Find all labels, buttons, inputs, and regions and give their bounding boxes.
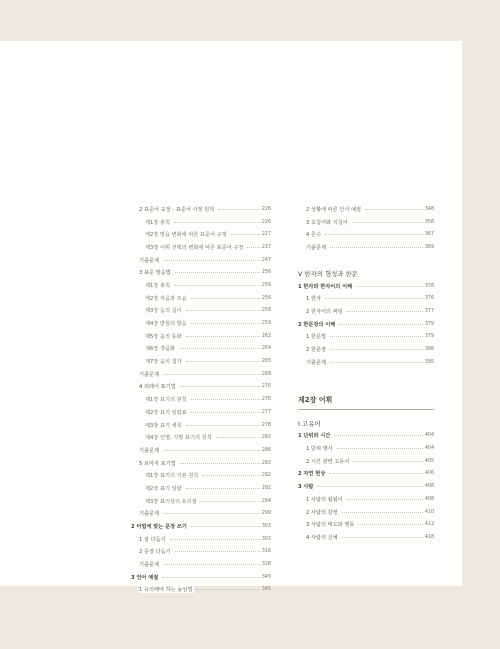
toc-entry-page: 226: [261, 206, 271, 212]
toc-entry: [131, 520, 271, 533]
toc-entry: [131, 292, 271, 305]
dot-leader: [170, 539, 260, 540]
toc-entry-page: 256: [261, 282, 271, 288]
dot-leader: [247, 247, 259, 248]
toc-entry-page: 356: [424, 219, 434, 225]
toc-entry-title: 제3장 표기상의 유의점: [145, 498, 197, 505]
toc-entry-title: 제3장 어휘 선택의 변화에 따른 표준어 규정: [145, 244, 244, 251]
toc-entry-page: 258: [261, 308, 271, 314]
toc-group-vocab: [298, 430, 434, 544]
toc-entry-title: 3 표준 발음법: [139, 270, 171, 277]
toc-entry-page: 265: [261, 359, 271, 365]
toc-entry-page: 292: [261, 473, 271, 479]
toc-entry: [298, 241, 434, 254]
toc-entry-page: 268: [261, 371, 271, 377]
toc-entry: [298, 493, 434, 506]
dot-leader: [191, 399, 260, 400]
toc-entry: [131, 317, 271, 330]
dot-leader: [162, 577, 260, 578]
toc-entry: [298, 318, 434, 331]
toc-entry: [131, 228, 271, 241]
toc-entry-title: 2 한문장: [306, 347, 326, 354]
toc-entry-title: 제2장 발음 변화에 따른 표준어 규정: [145, 232, 227, 239]
toc-entry-title: 4 외래어 표기법: [139, 384, 176, 391]
dot-leader: [202, 475, 259, 476]
toc-entry-title: 기출문제: [139, 511, 160, 518]
dot-leader: [339, 324, 423, 325]
toc-entry-page: 376: [424, 296, 434, 302]
toc-entry-page: 377: [424, 308, 434, 314]
dot-leader: [175, 272, 260, 273]
dot-leader: [175, 551, 260, 552]
dot-leader: [180, 386, 260, 387]
toc-entry-title: 2 표준어 규정 - 표준어 사정 원칙: [139, 206, 215, 213]
toc-entry-title: 1 한자: [306, 296, 321, 303]
dot-leader: [330, 362, 423, 363]
toc-entry: [131, 241, 271, 254]
toc-entry: [131, 381, 271, 394]
toc-entry-page: 348: [424, 206, 434, 212]
toc-entry-title: 1 한자와 한자어의 이해: [298, 283, 353, 290]
section-heading-i: I 고유어: [298, 420, 321, 429]
toc-entry-page: 405: [424, 458, 434, 464]
toc-entry-title: 3 사람의 태도와 행동: [306, 522, 355, 529]
toc-entry-title: 기출문제: [306, 359, 327, 366]
toc-entry-title: 1 한문법: [306, 334, 326, 341]
toc-entry: [298, 228, 434, 241]
dot-leader: [186, 310, 260, 311]
dot-leader: [342, 512, 423, 513]
toc-entry-page: 388: [424, 347, 434, 353]
toc-entry: [298, 455, 434, 468]
dot-leader: [191, 412, 260, 413]
toc-entry-page: 247: [261, 257, 271, 263]
toc-entry-title: 제2장 표기 일람: [145, 485, 182, 492]
toc-entry: [131, 469, 271, 482]
toc-entry-page: 316: [261, 549, 271, 555]
dot-leader: [330, 349, 423, 350]
dot-leader: [196, 589, 259, 590]
toc-entry-title: 기출문제: [139, 371, 160, 378]
dot-leader: [353, 461, 423, 462]
toc-entry-title: 제1장 표기의 원칙: [145, 397, 187, 404]
toc-entry: [131, 203, 271, 216]
toc-entry-page: 276: [261, 384, 271, 390]
dot-leader: [334, 435, 423, 436]
toc-entry: [131, 330, 271, 343]
toc-entry: [131, 558, 271, 571]
dot-leader: [358, 524, 423, 525]
toc-entry: [131, 584, 271, 597]
dot-leader: [191, 526, 260, 527]
toc-entry: [298, 442, 434, 455]
toc-entry-title: 1 유의해야 하는 높임법: [139, 587, 193, 594]
toc-entry-page: 259: [261, 321, 271, 327]
toc-entry-title: 제1장 표기의 기본 원칙: [145, 473, 199, 480]
toc-entry-title: 제4장 받침의 발음: [145, 321, 187, 328]
dot-leader: [365, 209, 423, 210]
toc-entry-title: 제4장 인명, 지명 표기의 원칙: [145, 435, 212, 442]
toc-entry-page: 410: [424, 509, 434, 515]
toc-entry-page: 256: [261, 295, 271, 301]
dot-leader: [342, 537, 423, 538]
toc-entry: [131, 393, 271, 406]
toc-entry-page: 303: [261, 536, 271, 542]
toc-entry-page: 264: [261, 346, 271, 352]
toc-entry: [131, 431, 271, 444]
toc-entry-title: 제2장 표기 일람표: [145, 409, 187, 416]
dot-leader: [325, 234, 423, 235]
dot-leader: [337, 448, 423, 449]
toc-entry-page: 292: [261, 460, 271, 466]
toc-entry-page: 286: [261, 447, 271, 453]
toc-entry-title: 1 사람의 됨됨이: [306, 496, 343, 503]
dot-leader: [317, 486, 422, 487]
toc-entry-page: 299: [261, 511, 271, 517]
toc-entry-title: 1 잘 다듬기: [139, 536, 166, 543]
toc-entry-page: 395: [424, 359, 434, 365]
toc-entry: [131, 355, 271, 368]
toc-entry-page: 404: [424, 446, 434, 452]
toc-entry: [131, 343, 271, 356]
toc-entry: [131, 279, 271, 292]
toc-entry: [131, 444, 271, 457]
dot-leader: [163, 564, 260, 565]
toc-entry: [298, 430, 434, 443]
dot-leader: [352, 222, 423, 223]
dot-leader: [163, 260, 260, 261]
toc-entry-title: 제7장 음의 첨가: [145, 359, 182, 366]
toc-entry: [131, 419, 271, 432]
toc-entry-page: 303: [261, 524, 271, 530]
toc-entry: [298, 518, 434, 531]
toc-entry: [298, 292, 434, 305]
toc-entry-title: 2 상황에 따른 인사 예절: [306, 206, 361, 213]
toc-group-hanja: [298, 280, 434, 369]
toc-entry: [131, 266, 271, 279]
toc-entry-title: 4 사람의 신체: [306, 534, 338, 541]
dot-leader: [179, 348, 260, 349]
toc-entry-title: 제2장 자음과 모음: [145, 295, 187, 302]
toc-entry-page: 237: [261, 244, 271, 250]
toc-entry: [298, 480, 434, 493]
toc-entry-page: 294: [261, 498, 271, 504]
toc-entry: [131, 508, 271, 521]
dot-leader: [330, 336, 423, 337]
toc-entry-page: 345: [261, 574, 271, 580]
toc-entry: [298, 305, 434, 318]
toc-entry: [131, 216, 271, 229]
dot-leader: [163, 513, 260, 514]
toc-entry-page: 379: [424, 334, 434, 340]
dot-leader: [329, 473, 423, 474]
dot-leader: [231, 234, 260, 235]
toc-entry: [131, 482, 271, 495]
toc-entry-page: 404: [424, 433, 434, 439]
toc-entry: [131, 254, 271, 267]
dot-leader: [216, 437, 260, 438]
toc-entry: [298, 356, 434, 369]
toc-entry: [298, 531, 434, 544]
dot-leader: [325, 298, 423, 299]
dot-leader: [201, 501, 260, 502]
toc-entry: [131, 495, 271, 508]
toc-entry: [298, 331, 434, 344]
toc-entry-page: 379: [424, 321, 434, 327]
toc-entry-title: 2 어법에 맞는 문장 쓰기: [131, 524, 187, 531]
toc-entry-page: 226: [261, 219, 271, 225]
toc-entry-title: 1 단위 명사: [306, 446, 333, 453]
toc-entry: [131, 305, 271, 318]
toc-entry: [298, 506, 434, 519]
toc-entry-page: 376: [424, 283, 434, 289]
dot-leader: [174, 285, 260, 286]
toc-entry-title: 기출문제: [306, 244, 327, 251]
dot-leader: [180, 463, 260, 464]
toc-group-top: [298, 203, 434, 254]
toc-entry-title: 2 한자어의 짜임: [306, 308, 343, 315]
toc-entry-title: 기출문제: [139, 447, 160, 454]
dot-leader: [186, 361, 260, 362]
toc-entry-title: 3 사람: [298, 484, 314, 491]
toc-entry-page: 282: [261, 435, 271, 441]
toc-entry-title: 1 단위와 시간: [298, 433, 331, 440]
toc-entry-title: 2 문장 다듬기: [139, 549, 171, 556]
toc-entry-page: 408: [424, 484, 434, 490]
toc-entry-page: 256: [261, 270, 271, 276]
toc-entry-page: 278: [261, 422, 271, 428]
dot-leader: [191, 323, 260, 324]
toc-entry-page: 277: [261, 409, 271, 415]
toc-entry-title: 제3장 표기 세칙: [145, 422, 182, 429]
toc-entry-page: 369: [424, 244, 434, 250]
toc-entry: [131, 457, 271, 470]
dot-leader: [163, 374, 260, 375]
toc-entry: [131, 406, 271, 419]
chapter-divider: [298, 409, 434, 410]
chapter-2-title: 제2장 어휘: [298, 395, 333, 404]
dot-leader: [356, 286, 423, 287]
dot-leader: [330, 247, 423, 248]
toc-entry: [131, 368, 271, 381]
toc-entry-title: 제5장 음의 동화: [145, 333, 182, 340]
toc-entry-title: 3 언어 예절: [131, 574, 159, 581]
toc-entry-page: 292: [261, 485, 271, 491]
dot-leader: [347, 499, 423, 500]
toc-entry-title: 제1장 총칙: [145, 282, 170, 289]
dot-leader: [186, 488, 260, 489]
toc-entry: [298, 203, 434, 216]
toc-entry-title: 5 로마자 표기법: [139, 460, 176, 467]
toc-entry-title: 2 자연 현상: [298, 471, 326, 478]
toc-entry-page: 406: [424, 471, 434, 477]
dot-leader: [218, 209, 260, 210]
toc-entry-page: 418: [424, 534, 434, 540]
toc-entry: [131, 546, 271, 559]
toc-entry-title: 기출문제: [139, 257, 160, 264]
toc-entry-title: 제1장 총칙: [145, 219, 170, 226]
toc-entry: [131, 571, 271, 584]
toc-entry-page: 412: [424, 522, 434, 528]
toc-entry: [298, 468, 434, 481]
dot-leader: [347, 311, 423, 312]
toc-entry-title: 4 존수: [306, 232, 321, 239]
dot-leader: [163, 450, 260, 451]
toc-entry-page: 328: [261, 562, 271, 568]
toc-entry-title: 2 사람의 감정: [306, 509, 338, 516]
toc-entry: [131, 533, 271, 546]
dot-leader: [186, 336, 260, 337]
toc-entry-page: 276: [261, 397, 271, 403]
dot-leader: [186, 425, 260, 426]
toc-entry-page: 262: [261, 333, 271, 339]
dot-leader: [174, 222, 260, 223]
toc-entry-page: 227: [261, 232, 271, 238]
toc-right-column: [298, 203, 434, 544]
section-heading-v: V 한자의 형성과 한문: [298, 270, 358, 279]
toc-entry-title: 3 호칭어와 지칭어: [306, 219, 348, 226]
toc-entry-title: 2 한문장의 이해: [298, 321, 336, 328]
toc-entry-title: 제3장 음의 길이: [145, 308, 182, 315]
toc-entry: [298, 343, 434, 356]
dot-leader: [191, 298, 260, 299]
toc-entry-page: 345: [261, 587, 271, 593]
toc-entry-page: 408: [424, 496, 434, 502]
toc-entry: [298, 280, 434, 293]
toc-entry-page: 367: [424, 232, 434, 238]
toc-left-column: [131, 203, 271, 596]
toc-entry-title: 2 시간 관련 고유어: [306, 458, 350, 465]
toc-entry-title: 기출문제: [139, 562, 160, 569]
toc-entry: [298, 216, 434, 229]
toc-entry-title: 제6장 경음화: [145, 346, 176, 353]
